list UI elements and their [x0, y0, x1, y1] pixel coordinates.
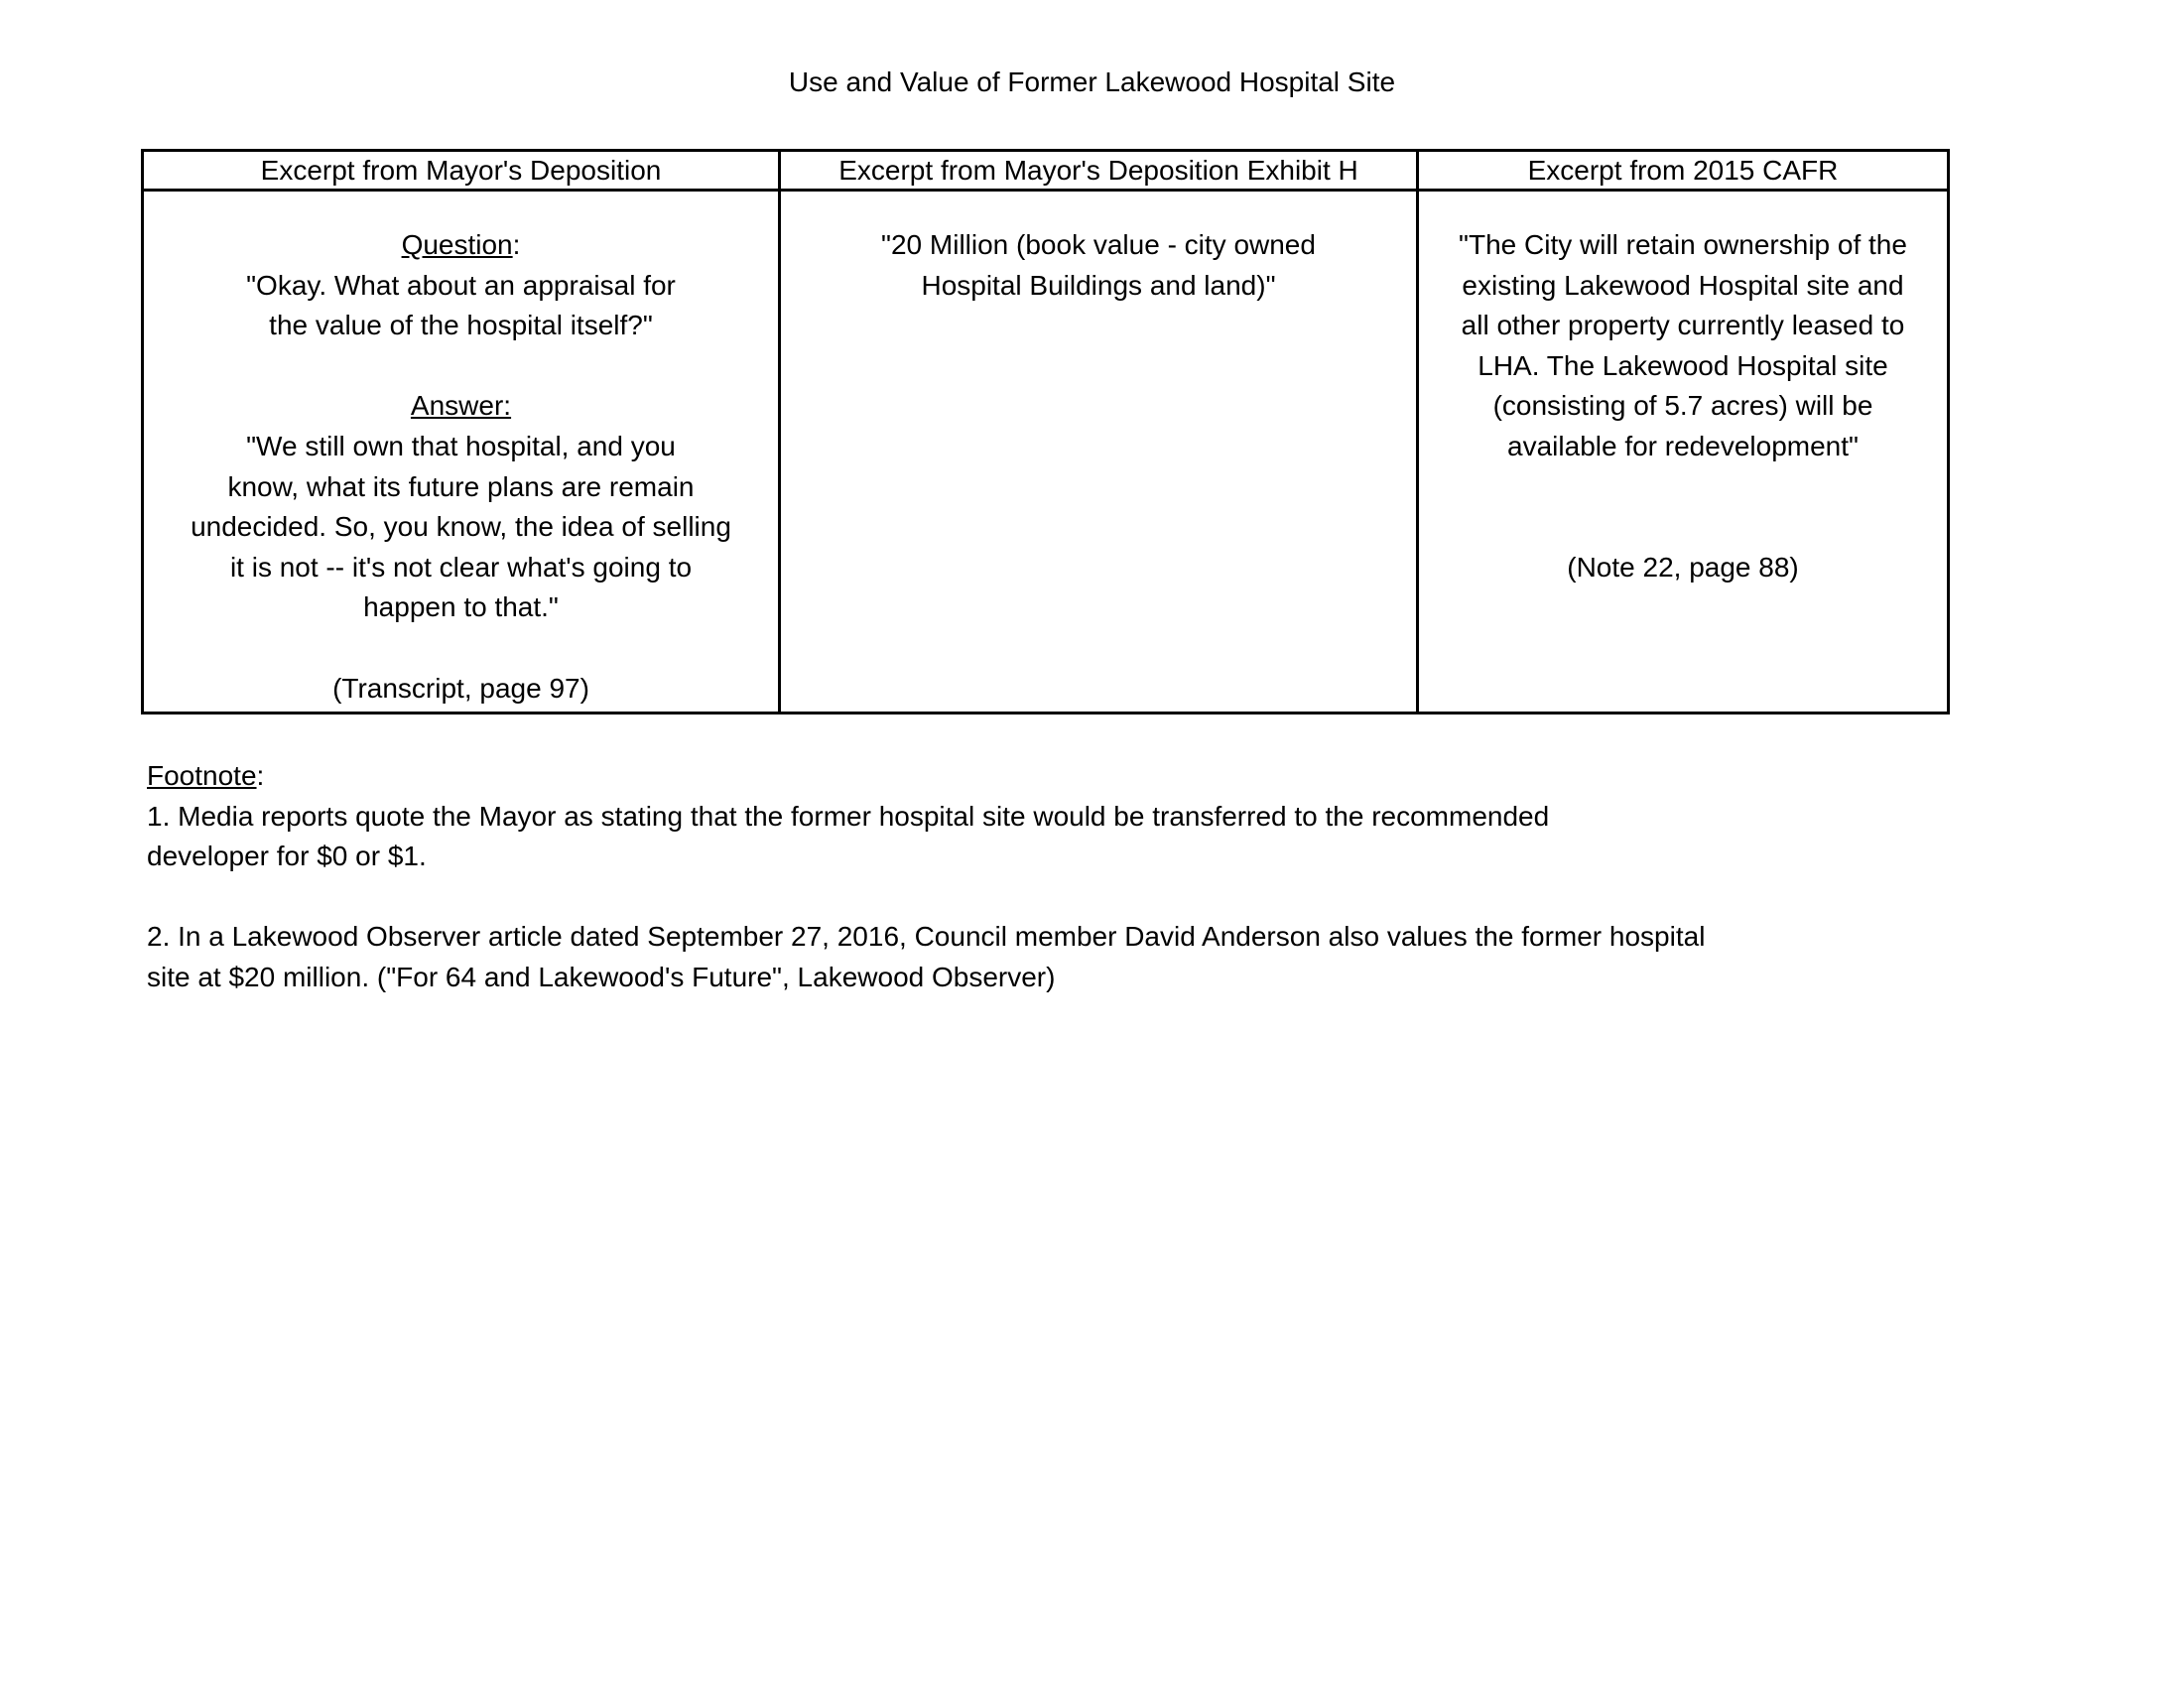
question-heading: Question:: [401, 229, 521, 260]
question-line: the value of the hospital itself?": [269, 310, 653, 341]
cafr-line: (consisting of 5.7 acres) will be: [1492, 390, 1873, 422]
answer-line: undecided. So, you know, the idea of selling: [191, 511, 731, 543]
footnote-heading: Footnote:: [147, 760, 265, 791]
exhibit-h-line: Hospital Buildings and land)": [921, 269, 1276, 301]
footnote-2-line: site at $20 million. ("For 64 and Lakewood's Future", Lakewood Observer): [147, 961, 1056, 992]
footnote-label: Footnote: [147, 760, 257, 791]
deposition-cell: [144, 192, 781, 712]
cafr-citation: (Note 22, page 88): [1567, 551, 1799, 583]
answer-heading: [174, 386, 748, 427]
header-deposition: Excerpt from Mayor's Deposition: [144, 152, 781, 192]
header-exhibit-h: Excerpt from Mayor's Deposition Exhibit H: [781, 152, 1419, 192]
answer-line: "We still own that hospital, and you: [246, 430, 676, 461]
question-line: "Okay. What about an appraisal for: [246, 269, 676, 301]
cafr-line: all other property currently leased to: [1461, 310, 1905, 341]
exhibit-h-line: "20 Million (book value - city owned: [881, 229, 1316, 260]
footnote-2-line: 2. In a Lakewood Observer article dated September 27, 2016, Council member David Anderson also values the former hospital: [147, 921, 1706, 953]
exhibit-h-cell: [781, 192, 1419, 712]
cafr-line: available for redevelopment": [1507, 430, 1859, 461]
answer-line: happen to that.": [363, 591, 559, 623]
answer-label: Answer:: [410, 390, 512, 422]
question-label: Question: [401, 229, 513, 260]
cafr-line: LHA. The Lakewood Hospital site: [1477, 349, 1888, 381]
answer-line: know, what its future plans are remain: [227, 470, 695, 502]
cafr-line: existing Lakewood Hospital site and: [1462, 269, 1904, 301]
footnote-1-line: developer for $0 or $1.: [147, 841, 427, 872]
transcript-citation: (Transcript, page 97): [332, 672, 589, 704]
cafr-line: "The City will retain ownership of the: [1459, 229, 1907, 260]
cafr-cell: [1419, 192, 1947, 712]
footnote-1-line: 1. Media reports quote the Mayor as stating that the former hospital site would be transferred to the recommended: [147, 800, 1550, 832]
page-title: Use and Value of Former Lakewood Hospital Site: [788, 66, 1396, 97]
header-cafr: Excerpt from 2015 CAFR: [1419, 152, 1947, 192]
footnotes: [147, 756, 1834, 998]
answer-line: it is not -- it's not clear what's going to: [229, 551, 693, 583]
excerpt-table: [141, 149, 1950, 714]
